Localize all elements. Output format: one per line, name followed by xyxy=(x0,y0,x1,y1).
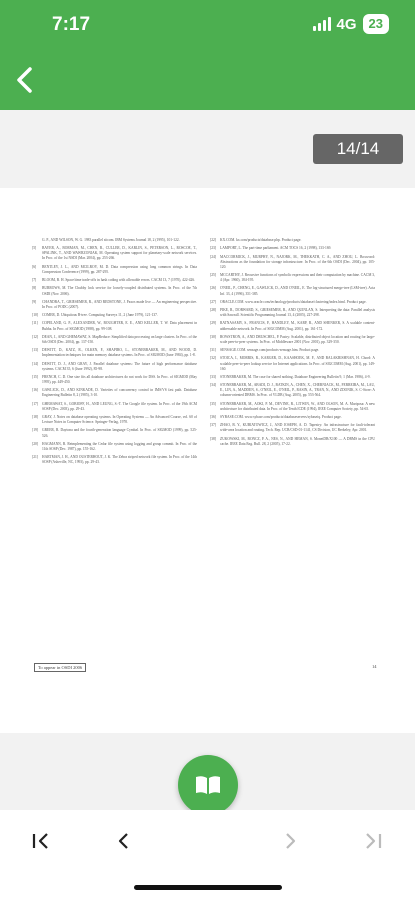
reference-text: GHEMAWAT, S., GOBIOFF, H., AND LEUNG, S.-T. The Google file system. In Proc. of the 19th ACM SOSP (Dec. 2003), pp. 29-43. xyxy=(42,401,197,411)
battery-level: 23 xyxy=(368,16,383,31)
reference-text: ZUKOWSKI, M., BONCZ, P. A., NES, N., AND HEMAN, S. MonetDB/X100 — A DBMS in the CPU cache. IEEE Data Eng. Bull. 28, 2 (2005), 17-22. xyxy=(220,436,375,446)
reference-item xyxy=(210,423,375,433)
reference-text: O'NEIL, P., CHENG, E., GAWLICK, D., AND O'NEIL, E. The log-structured merge-tree (LSM-tree). Acta Inf. 33, 4 (1996), 351-385. xyxy=(220,286,375,296)
reference-text: GREER, R. Daytona and the fourth-generation language Cymbal. In Proc. of SIGMOD (1999), pp. 525-526. xyxy=(42,428,197,438)
status-time: 7:17 xyxy=(52,14,91,35)
bottom-navigation xyxy=(0,810,415,900)
reference-number: [5] xyxy=(32,246,37,251)
reference-text: STOICA, I., MORRIS, R., KARGER, D., KAASHOEK, M. F., AND BALAKRISHNAN, H. Chord: A scalable peer-to-peer lookup service for Internet applications. In Proc. of SIGCOMM (Aug. 2001), pp. 149-160. xyxy=(220,356,375,371)
reference-number: [30] xyxy=(210,334,216,339)
document-viewer[interactable] xyxy=(0,110,415,810)
reference-text: GAWLICK, D., AND KINKADE, D. Varieties of concurrency control in IMS/VS fast path. Database Engineering Bulletin 8, 2 (1985), 3-10. xyxy=(42,388,197,398)
reference-item xyxy=(32,388,197,398)
app-bar xyxy=(0,0,415,110)
reference-text: STONEBRAKER, M., ABADI, D. J., BATKIN, A., CHEN, X., CHERNIACK, M., FERREIRA, M., LAU, E., LIN, A., MADDEN, S., O'NEIL, E., O'NEIL, P., RASIN, A., TRAN, N., AND ZDONIK, S. C-Store: A column-oriented DBMS. In Proc. of VLDB (Aug. 2005), pp. 553-564. xyxy=(220,383,375,398)
page-number: 14 xyxy=(372,664,377,669)
reference-text: COMER, D. Ubiquitous B-tree. Computing Surveys 11, 2 (June 1979), 121-137. xyxy=(42,313,158,318)
reference-text: RATNASAMY, S., FRANCIS, P., HANDLEY, M., KARP, R., AND SHENKER, S. A scalable content-addressable network. In Proc. of SIGCOMM (Aug. 2001), pp. 161-172. xyxy=(220,321,375,331)
reference-item xyxy=(32,402,197,412)
reference-text: MACCORMICK, J., MURPHY, N., NAJORK, M., THEKKATH, C. A., AND ZHOU, L. Boxwood: Abstractions as the foundation for storage infrastructure. In Proc. of the 6th OSDI (Dec. 2004), pp. 105-120. xyxy=(220,254,375,269)
reference-text: GRAY, J. Notes on database operating systems. In Operating Systems — An Advanced Course, vol. 60 of Lecture Notes in Computer Science. Springer-Verlag, 1978. xyxy=(42,415,197,425)
reference-number: [6] xyxy=(32,264,37,269)
references-left-column xyxy=(32,238,197,469)
reference-item xyxy=(32,313,197,318)
status-icons xyxy=(313,14,389,34)
page-indicator: 14/14 xyxy=(313,134,403,164)
back-button[interactable] xyxy=(12,64,40,96)
reference-number: [20] xyxy=(32,441,38,446)
reference-item xyxy=(210,335,375,345)
reference-item xyxy=(32,300,197,310)
reference-text: COPELAND, G. P., ALEXANDER, W., BOUGHTER, E. E., AND KELLER, T. W. Data placement in Bubba. In Proc. of SIGMOD (1988), pp. 99-108. xyxy=(42,321,197,331)
reference-item xyxy=(210,300,375,305)
reference-text: BAYER, A., BORMAN, M., CHEN, R., CULLER, D., KARLIN, S., PETERSON, L., ROSCOE, T., SPALINK, T., AND WAWRZONIAK, M. Operating system support for planetary-scale network services. In Proc. of the 1st NSDI (Mar. 2004), pp. 253-266. xyxy=(42,246,197,261)
reference-text: ZHAO, B. Y., KUBIATOWICZ, J., AND JOSEPH, A. D. Tapestry: An infrastructure for fault-tolerant wide-area location and routing. Tech. Rep. UCB/CSD-01-1141, CS Division, UC Berkeley, Apr. 2001. xyxy=(220,423,375,433)
reference-text: DEWITT, D., KATZ, R., OLKEN, F., SHAPIRO, L., STONEBRAKER, M., AND WOOD, D. Implementation techniques for main memory database systems. In Proc. of SIGMOD (June 1984), pp. 1-8. xyxy=(42,348,197,358)
reference-item xyxy=(210,437,375,447)
reference-number: [10] xyxy=(32,313,38,318)
reference-number: [28] xyxy=(210,308,216,313)
reference-number: [27] xyxy=(210,299,216,304)
reference-number: [26] xyxy=(210,286,216,291)
reference-text: BURROWS, M. The Chubby lock service for loosely-coupled distributed systems. In Proc. of the 7th OSDI (Nov. 2006). xyxy=(42,286,197,296)
skip-first-icon xyxy=(24,826,58,856)
reference-number: [35] xyxy=(210,401,216,406)
reference-number: [37] xyxy=(210,423,216,428)
reference-item xyxy=(32,348,197,358)
reference-text: BLOOM, B. H. Space/time trade-offs in hash coding with allowable errors. CACM 13, 7 (1970), 422-426. xyxy=(42,278,196,283)
reference-item xyxy=(32,442,197,452)
reference-text: KX.COM. kx.com/products/database.php. Product page. xyxy=(220,238,302,242)
pdf-page[interactable] xyxy=(0,188,415,733)
reference-item xyxy=(32,375,197,385)
reference-text: FRENCH, C. D. One size fits all database architectures do not work for DSS. In Proc. of SIGMOD (May 1995), pp. 449-450. xyxy=(42,374,197,385)
reference-number: [9] xyxy=(32,299,37,304)
reference-item xyxy=(210,402,375,412)
reference-number: [24] xyxy=(210,254,216,259)
reference-item xyxy=(32,278,197,283)
battery-icon xyxy=(363,14,389,34)
home-indicator xyxy=(134,885,282,890)
reference-item xyxy=(32,246,197,261)
reference-number: [21] xyxy=(32,455,38,460)
reference-number: [38] xyxy=(210,436,216,441)
reference-number: [22] xyxy=(210,238,216,242)
reference-number: [25] xyxy=(210,273,216,278)
reference-item xyxy=(210,255,375,270)
reference-item xyxy=(32,265,197,275)
reference-text: SENSAGE.COM. sensage.com/products-sensage.htm. Product page. xyxy=(220,348,320,353)
footer-note: To appear in OSDI 2006 xyxy=(34,663,86,672)
reference-text: G. P., AND WILSON, W. G. 1983 parallel sitcom. IBM Systems Journal 18, 2 (1995), 101-122. xyxy=(42,238,180,242)
reference-number: [36] xyxy=(210,415,216,420)
reference-number: [19] xyxy=(32,428,38,433)
reference-item xyxy=(210,286,375,296)
chevron-left-icon xyxy=(12,64,40,96)
reference-item xyxy=(32,415,197,425)
reference-text: HARTMAN, J. H., AND OUSTERHOUT, J. K. The Zebra striped network file system. In Proc. of the 14th SOSP (Asheville, NC, 1993), pp. 29-43. xyxy=(42,455,197,465)
reference-text: STONEBRAKER, M. The case for shared nothing. Database Engineering Bulletin 9, 1 (Mar. 1986), 4-9. xyxy=(220,374,371,379)
reference-number: [29] xyxy=(210,321,216,326)
skip-last-icon xyxy=(356,826,390,856)
reference-text: MCCARTHY, J. Recursive functions of symbolic expressions and their computation by machine. CACM 3, 4 (Apr. 1960), 184-195. xyxy=(220,273,375,283)
reference-number: [12] xyxy=(32,334,38,339)
reference-item xyxy=(210,321,375,331)
reference-number: [13] xyxy=(32,348,38,353)
chevron-left-icon xyxy=(107,826,141,856)
last-page-button[interactable] xyxy=(356,826,390,856)
reference-text: ORACLE.COM. www.oracle.com/technology/products/database/clustering/index.html. Product page. xyxy=(220,299,367,304)
reference-text: HAGMANN, R. Reimplementing the Cedar file system using logging and group commit. In Proc. of the 11th SOSP (Dec. 1987), pp. 155-162. xyxy=(42,441,197,451)
reference-text: CHANDRA, T., GRIESEMER, R., AND REDSTONE, J. Paxos made live — An engineering perspective. In Proc. of PODC (2007). xyxy=(42,299,197,309)
reference-number: [7] xyxy=(32,278,37,283)
reference-item xyxy=(210,246,375,251)
reference-number: [16] xyxy=(32,388,38,393)
reference-item xyxy=(210,348,375,353)
reference-item xyxy=(32,286,197,296)
chevron-right-icon xyxy=(273,826,307,856)
previous-page-button[interactable] xyxy=(107,826,141,856)
reference-number: [14] xyxy=(32,361,38,366)
reference-item xyxy=(32,335,197,345)
reference-text: BENTLEY, J. L., AND MCILROY, M. D. Data compression using long common strings. In Data Compression Conference (1999), pp. 287-295. xyxy=(42,264,197,274)
reference-text: DEWITT, D. J., AND GRAY, J. Parallel database systems: The future of high performance database systems. CACM 35, 6 (June 1992), 85-98. xyxy=(42,361,197,371)
reference-item xyxy=(32,321,197,331)
first-page-button[interactable] xyxy=(24,826,58,856)
reference-item xyxy=(32,362,197,372)
reference-text: PIKE, R., DORWARD, S., GRIESEMER, R., AND QUINLAN, S. Interpreting the data: Parallel analysis with Sawzall. Scientific Programming Journal 13, 4 (2005), 227-298. xyxy=(220,308,375,318)
reference-item xyxy=(32,428,197,438)
reference-text: SYBASE.COM. www.sybase.com/products/databaseservers/sybaseiq. Product page. xyxy=(220,415,342,420)
reference-item xyxy=(210,415,375,420)
reference-item xyxy=(210,383,375,398)
reference-number: [31] xyxy=(210,348,216,353)
reference-number: [23] xyxy=(210,246,216,251)
references-right-column xyxy=(210,238,375,450)
reference-text: STONEBRAKER, M., AOKI, P. M., DEVINE, R., LITWIN, W., AND OLSON, M. A. Mariposa: A new architecture for distributed data. In Proc. of the Tenth ICDE (1994), IEEE Computer Society, pp. 54-65. xyxy=(220,401,375,411)
reference-item xyxy=(210,238,375,243)
reference-item xyxy=(210,308,375,318)
reference-item xyxy=(210,273,375,283)
next-page-button[interactable] xyxy=(273,826,307,856)
reference-number: [8] xyxy=(32,286,37,291)
reference-text: LAMPORT, L. The part-time parliament. ACM TOCS 16, 2 (1998), 133-169. xyxy=(220,246,332,251)
reference-number: [17] xyxy=(32,401,38,406)
reference-number: [11] xyxy=(32,321,38,326)
reference-number: [33] xyxy=(210,374,216,379)
network-type: 4G xyxy=(336,15,357,33)
reference-item xyxy=(210,356,375,371)
reference-number: [34] xyxy=(210,383,216,388)
reference-number: [18] xyxy=(32,415,38,420)
reference-item xyxy=(210,375,375,380)
book-open-icon xyxy=(194,774,222,796)
reading-mode-button[interactable] xyxy=(178,755,238,815)
reference-number: [32] xyxy=(210,356,216,361)
reference-text: ROWSTRON, A., AND DRUSCHEL, P. Pastry: Scalable, distributed object location and routing for large-scale peer-to-peer systems. In Proc. of Middleware 2001 (Nov. 2001), pp. 329-350. xyxy=(220,334,375,344)
reference-item xyxy=(32,238,197,243)
reference-number: [15] xyxy=(32,374,38,379)
reference-item xyxy=(32,455,197,465)
reference-text: DEAN, J., AND GHEMAWAT, S. MapReduce: Simplified data processing on large clusters. In Proc. of the 6th OSDI (Dec. 2004), pp. 137-150. xyxy=(42,334,197,344)
signal-icon xyxy=(313,17,331,31)
